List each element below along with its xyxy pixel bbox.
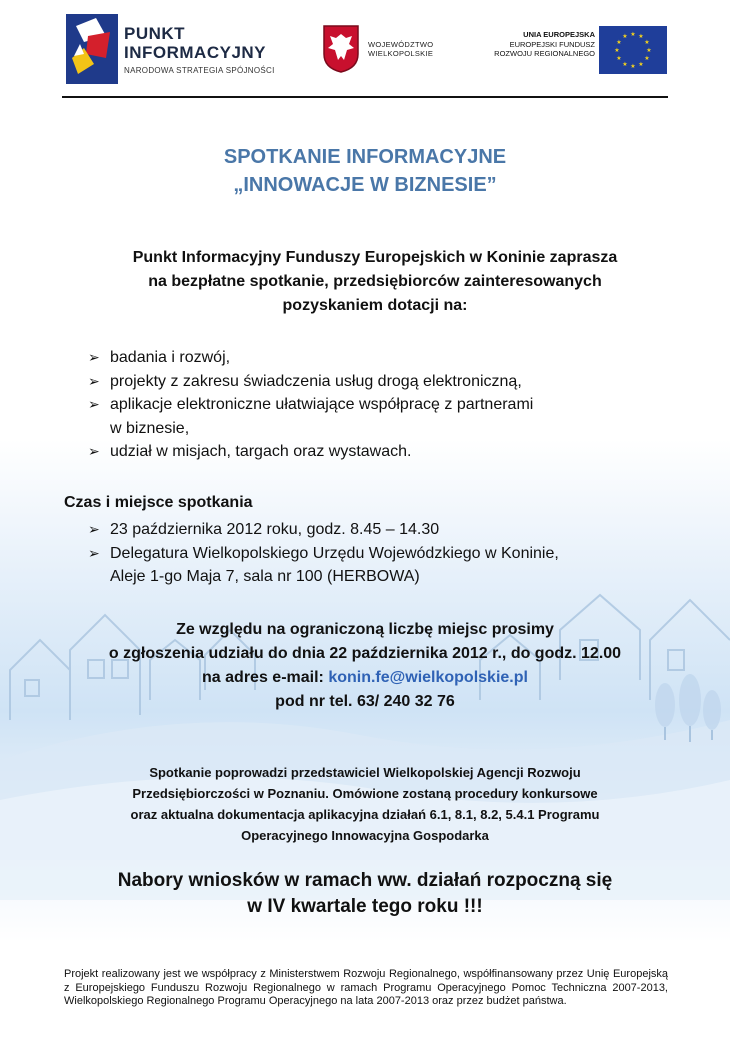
svg-text:★: ★ — [614, 47, 620, 54]
ue-line1: UNIA EUROPEJSKA — [523, 30, 595, 39]
logo-subtitle: NARODOWA STRATEGIA SPÓJNOŚCI — [124, 66, 275, 75]
svg-text:★: ★ — [630, 31, 636, 38]
topic-text: projekty z zakresu świadczenia usług drogą elektroniczną, — [110, 372, 522, 390]
org-line-4: Operacyjnego Innowacyjna Gospodarka — [241, 828, 489, 843]
arrow-bullet-icon: ➢ — [88, 396, 100, 412]
arrow-bullet-icon: ➢ — [88, 349, 100, 365]
wielkopolska-eagle-crest-icon — [322, 24, 360, 74]
topic-text: badania i rozwój, — [110, 349, 231, 366]
list-item — [88, 542, 688, 589]
notice-line-2: o zgłoszenia udziału do dnia 22 października 2012 r., do godz. 12.00 — [108, 645, 622, 662]
org-line-2: Przedsiębiorczości w Poznaniu. Omówione zostaną procedury konkursowe — [132, 786, 598, 801]
list-item — [88, 518, 688, 542]
email-prefix: na adres e-mail: — [202, 669, 324, 686]
arrow-bullet-icon: ➢ — [88, 521, 100, 537]
meeting-place-line-1: Delegatura Wielkopolskiego Urzędu Wojewódzkiego w Koninie, — [110, 544, 559, 562]
intro-line-3: pozyskaniem dotacji na: — [282, 297, 468, 314]
svg-text:★: ★ — [622, 61, 628, 68]
topic-text: udział w misjach, targach oraz wystawach. — [110, 443, 412, 460]
list-item — [88, 393, 688, 440]
email-link[interactable]: konin.fe@wielkopolskie.pl — [328, 669, 528, 686]
logo-line-informacyjny: INFORMACYJNY — [124, 43, 267, 62]
svg-text:★: ★ — [644, 39, 650, 46]
intro-line-2: na bezpłatne spotkanie, przedsiębiorców zainteresowanych — [148, 273, 602, 290]
topic-text: aplikacje elektroniczne ułatwiające współpracę z partnerami — [110, 396, 534, 413]
meeting-heading: Czas i miejsce spotkania — [64, 494, 253, 511]
org-line-3: oraz aktualna dokumentacja aplikacyjna działań 6.1, 8.1, 8.2, 5.4.1 Programu — [130, 807, 600, 822]
registration-notice — [40, 618, 690, 714]
svg-text:★: ★ — [644, 55, 650, 62]
list-item — [88, 346, 688, 370]
header-divider — [62, 96, 668, 98]
nabory-line-1: Nabory wniosków w ramach ww. działań rozpoczną się — [117, 870, 613, 891]
meeting-details-list — [88, 518, 688, 589]
notice-email-line — [40, 666, 690, 690]
wojewodztwo-label — [368, 40, 433, 58]
logo-line-punkt: PUNKT — [124, 24, 186, 43]
svg-text:★: ★ — [630, 63, 636, 70]
arrow-bullet-icon: ➢ — [88, 372, 100, 389]
arrow-bullet-icon: ➢ — [88, 443, 100, 459]
eu-flag-icon — [599, 26, 667, 74]
intro-line-1: Punkt Informacyjny Funduszy Europejskich w Koninie zaprasza — [132, 249, 618, 266]
organizer-paragraph — [60, 762, 670, 846]
ue-line2: EUROPEJSKI FUNDUSZ — [509, 39, 595, 49]
arrow-bullet-icon: ➢ — [88, 544, 100, 561]
title-line-2: „INNOWACJE W BIZNESIE” — [233, 174, 497, 196]
topic-text-continuation: w biznesie, — [110, 419, 190, 437]
topics-list — [88, 346, 688, 464]
list-item — [88, 440, 688, 464]
svg-text:★: ★ — [638, 61, 644, 68]
ue-line3: ROZWOJU REGIONALNEGO — [494, 49, 595, 58]
funding-footer-note: Projekt realizowany jest we współpracy z Ministerstwem Rozwoju Regionalnego, współfinansowany przez Unię Europejską z Europejskiego Funduszu Rozwoju Regionalnego w ramach Programu Operacyjnego Pomoc Techniczna 2007-2013, Wielkopolskiego Regionalnego Programu Operacyjnego na lata 2007-2013 oraz przez budżet państwa. — [64, 968, 668, 1007]
notice-phone: pod nr tel. 63/ 240 32 76 — [275, 693, 455, 710]
list-item — [88, 370, 688, 394]
notice-line-1: Ze względu na ograniczoną liczbę miejsc prosimy — [176, 621, 554, 638]
svg-text:★: ★ — [638, 33, 644, 40]
svg-text:★: ★ — [646, 47, 652, 54]
svg-text:★: ★ — [622, 33, 628, 40]
org-line-1: Spotkanie poprowadzi przedstawiciel Wielkopolskiej Agencji Rozwoju — [149, 765, 581, 780]
woj-line1: WOJEWÓDZTWO — [368, 40, 434, 49]
logo-header — [62, 10, 668, 94]
eu-label — [467, 30, 595, 59]
nabory-line-2: w IV kwartale tego roku !!! — [247, 896, 483, 917]
meeting-place-line-2: Aleje 1-go Maja 7, sala nr 100 (HERBOWA) — [110, 568, 420, 585]
punkt-informacyjny-wordmark — [124, 24, 275, 75]
woj-line2: WIELKOPOLSKIE — [368, 49, 434, 58]
invitation-paragraph — [60, 246, 690, 318]
punkt-informacyjny-logo-icon — [66, 14, 118, 84]
svg-text:★: ★ — [616, 39, 622, 46]
calls-announcement — [40, 868, 690, 920]
svg-text:★: ★ — [616, 55, 622, 62]
title-line-1: SPOTKANIE INFORMACYJNE — [223, 146, 507, 168]
meeting-date: 23 października 2012 roku, godz. 8.45 – 14.30 — [110, 521, 440, 538]
